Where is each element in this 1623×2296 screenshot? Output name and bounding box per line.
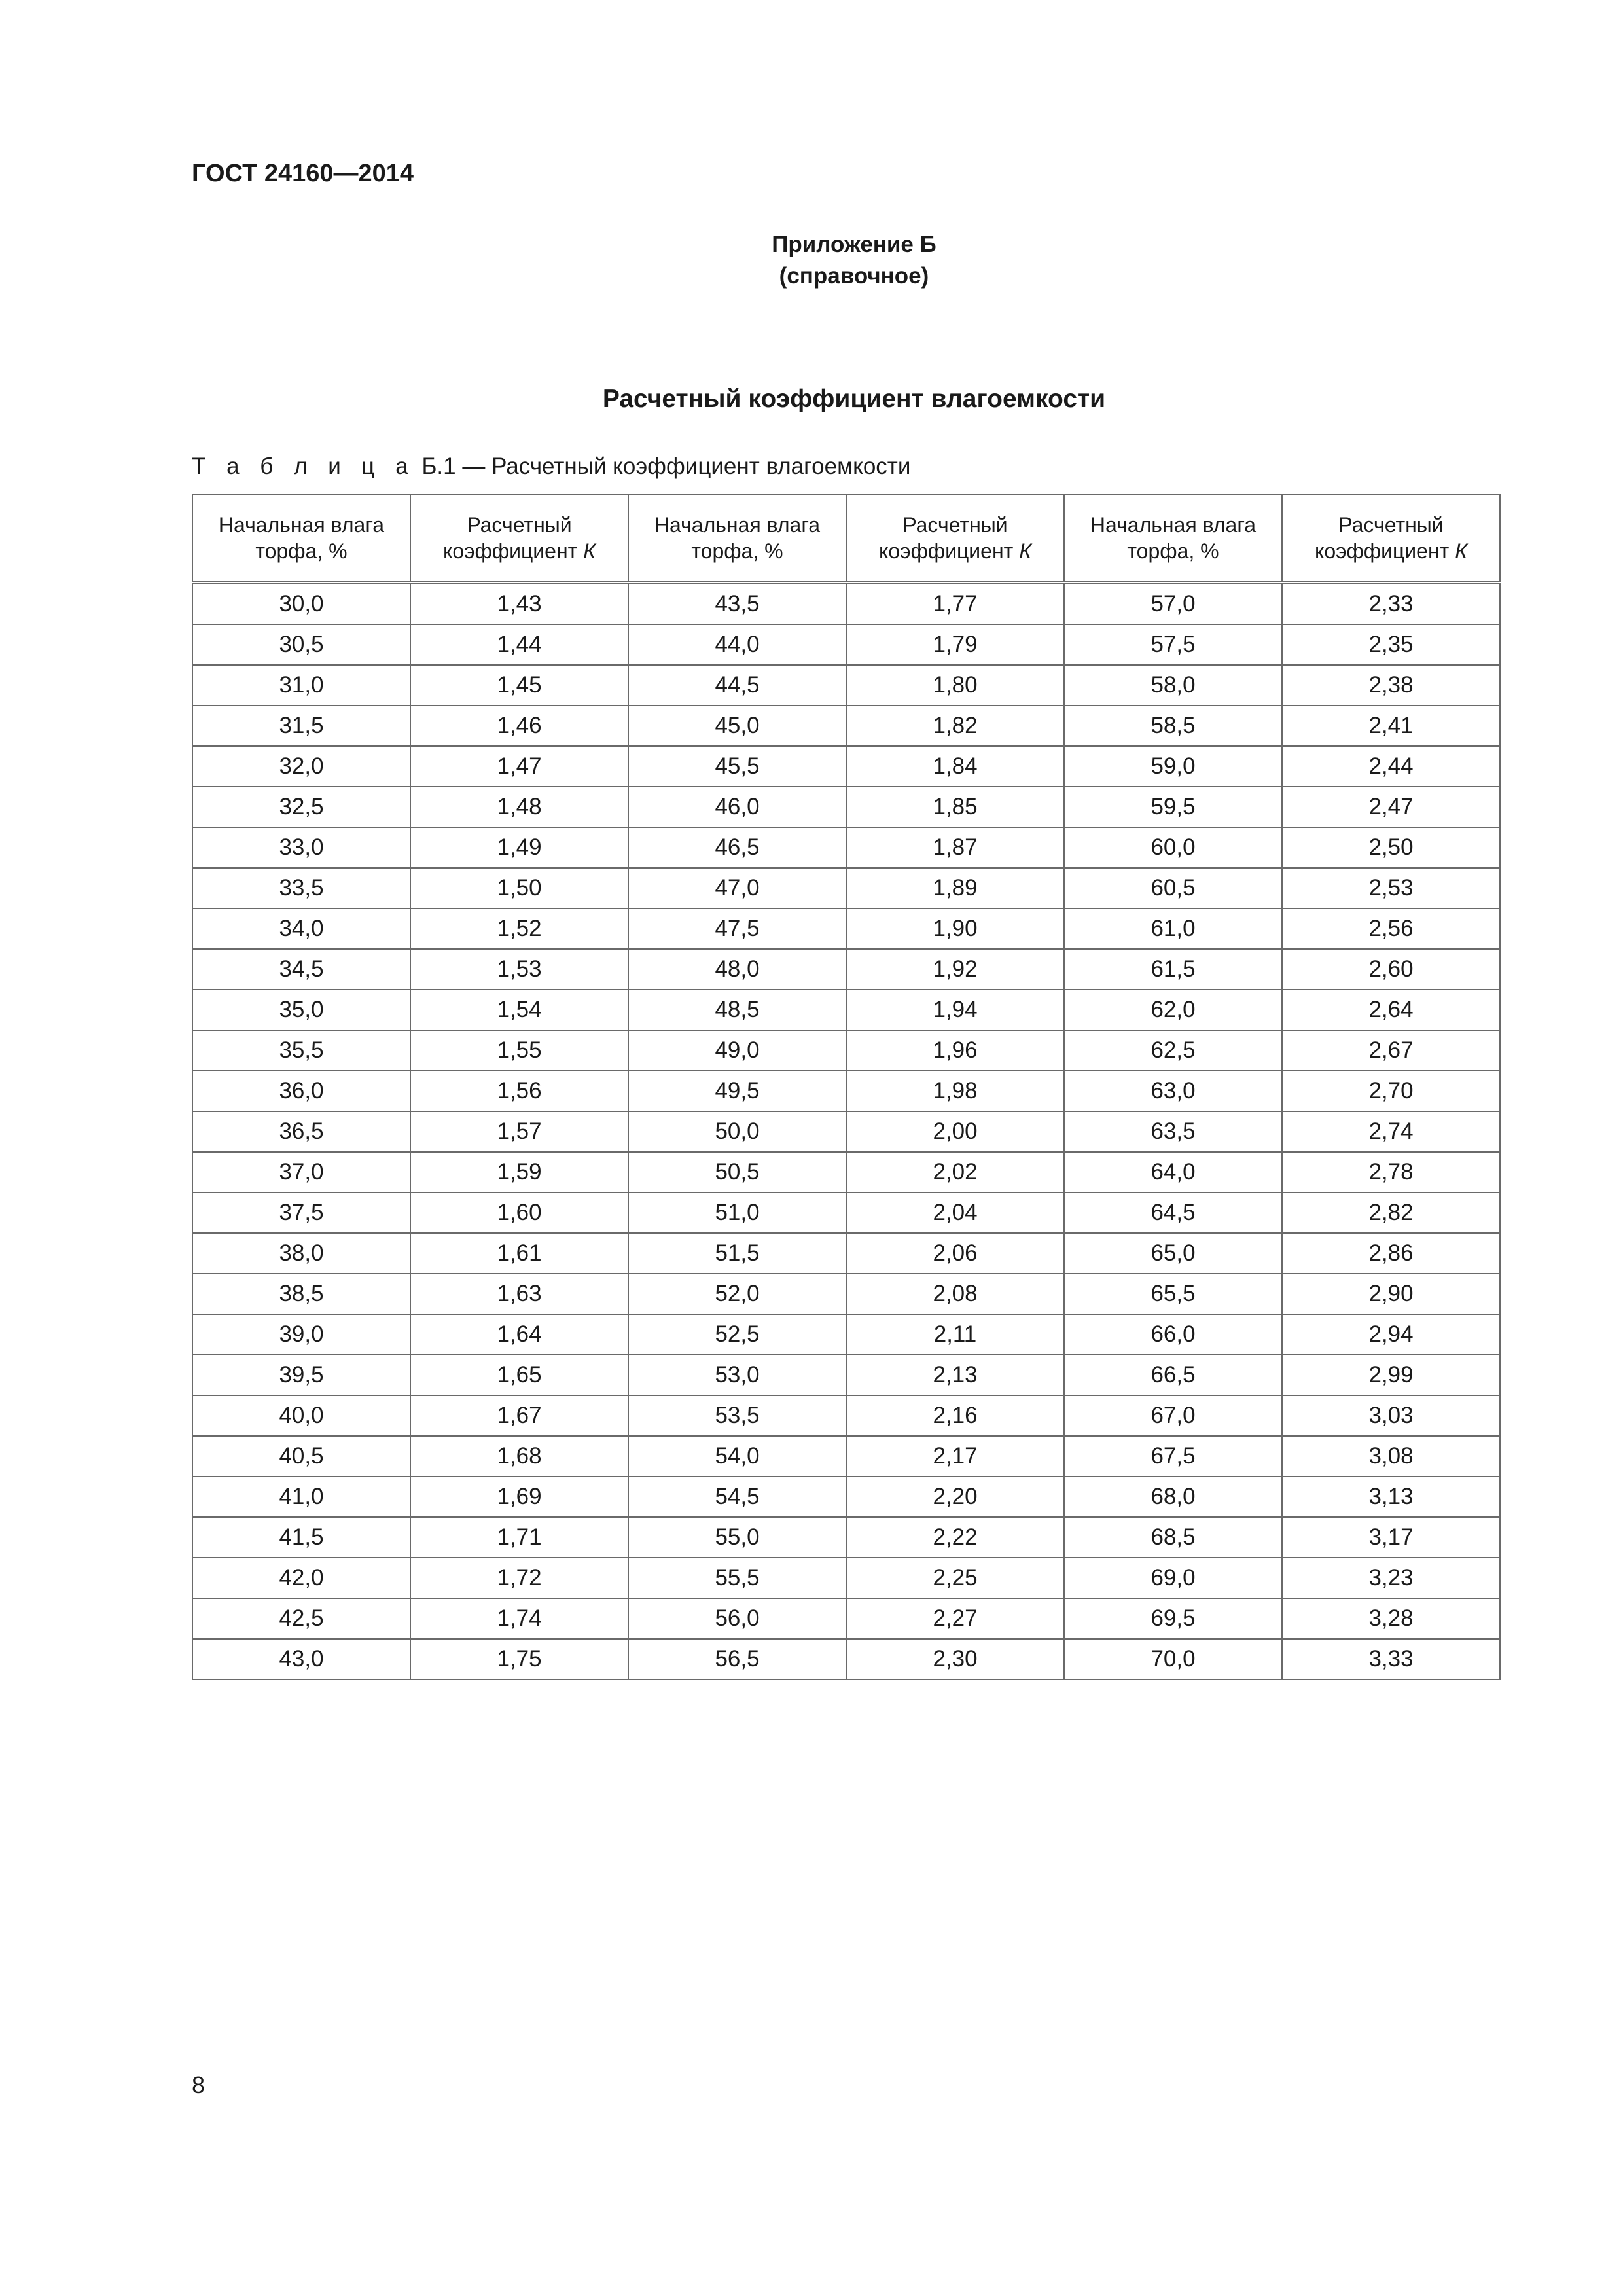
table-row: [192, 1598, 1500, 1639]
column-header: [410, 495, 628, 583]
table-cell: 59,0: [1064, 746, 1282, 787]
table-cell: 40,5: [192, 1436, 410, 1477]
table-cell: 2,00: [846, 1111, 1064, 1152]
table-cell: 36,5: [192, 1111, 410, 1152]
table-cell: 1,48: [410, 787, 628, 827]
table-cell: 2,64: [1282, 990, 1500, 1030]
column-header-line2-text: коэффициент: [878, 539, 1020, 563]
table-cell: 1,68: [410, 1436, 628, 1477]
table-cell: 50,5: [628, 1152, 846, 1193]
table-row: [192, 1355, 1500, 1395]
table-cell: 1,74: [410, 1598, 628, 1639]
table-cell: 58,5: [1064, 706, 1282, 746]
table-cell: 34,5: [192, 949, 410, 990]
table-cell: 45,0: [628, 706, 846, 746]
table-cell: 50,0: [628, 1111, 846, 1152]
table-cell: 33,0: [192, 827, 410, 868]
table-cell: 1,61: [410, 1233, 628, 1274]
table-cell: 3,08: [1282, 1436, 1500, 1477]
table-cell: 52,5: [628, 1314, 846, 1355]
table-cell: 59,5: [1064, 787, 1282, 827]
table-cell: 46,0: [628, 787, 846, 827]
table-cell: 1,96: [846, 1030, 1064, 1071]
column-header-line2-text: торфа, %: [691, 539, 783, 563]
table-cell: 1,49: [410, 827, 628, 868]
table-cell: 38,5: [192, 1274, 410, 1314]
column-header-line2: [629, 538, 846, 564]
table-cell: 54,5: [628, 1477, 846, 1517]
table-cell: 55,0: [628, 1517, 846, 1558]
table-cell: 2,25: [846, 1558, 1064, 1598]
table-cell: 2,30: [846, 1639, 1064, 1679]
table-row: [192, 949, 1500, 990]
table-cell: 2,17: [846, 1436, 1064, 1477]
table-row: [192, 868, 1500, 908]
table-cell: 38,0: [192, 1233, 410, 1274]
table-cell: 33,5: [192, 868, 410, 908]
column-header-line1: Начальная влага: [218, 513, 385, 537]
table-cell: 3,33: [1282, 1639, 1500, 1679]
table-cell: 2,04: [846, 1193, 1064, 1233]
table-cell: 1,67: [410, 1395, 628, 1436]
table-caption: [192, 454, 910, 480]
table-cell: 41,5: [192, 1517, 410, 1558]
table-cell: 68,5: [1064, 1517, 1282, 1558]
column-header: [846, 495, 1064, 583]
coefficient-table: [192, 494, 1501, 1680]
table-cell: 30,5: [192, 624, 410, 665]
table-cell: 42,0: [192, 1558, 410, 1598]
table-cell: 2,27: [846, 1598, 1064, 1639]
table-cell: 2,08: [846, 1274, 1064, 1314]
table-cell: 64,0: [1064, 1152, 1282, 1193]
table-cell: 37,0: [192, 1152, 410, 1193]
table-cell: 47,0: [628, 868, 846, 908]
table-cell: 58,0: [1064, 665, 1282, 706]
table-cell: 54,0: [628, 1436, 846, 1477]
table-cell: 46,5: [628, 827, 846, 868]
table-cell: 62,5: [1064, 1030, 1282, 1071]
table-row: [192, 827, 1500, 868]
column-header-line2: [1065, 538, 1281, 564]
table-cell: 39,0: [192, 1314, 410, 1355]
table-cell: 68,0: [1064, 1477, 1282, 1517]
appendix-title: Приложение Б: [772, 232, 936, 257]
table-cell: 1,94: [846, 990, 1064, 1030]
table-header: [192, 495, 1500, 583]
column-header-symbol: К: [1019, 539, 1032, 563]
table-cell: 2,86: [1282, 1233, 1500, 1274]
table-cell: 65,0: [1064, 1233, 1282, 1274]
column-header: [628, 495, 846, 583]
section-title: Расчетный коэффициент влагоемкости: [602, 385, 1106, 413]
table-cell: 2,94: [1282, 1314, 1500, 1355]
table-cell: 1,71: [410, 1517, 628, 1558]
table-cell: 1,90: [846, 908, 1064, 949]
table-cell: 1,63: [410, 1274, 628, 1314]
column-header-line2-text: коэффициент: [1314, 539, 1455, 563]
table-cell: 32,5: [192, 787, 410, 827]
table-cell: 1,72: [410, 1558, 628, 1598]
table-cell: 56,0: [628, 1598, 846, 1639]
table-cell: 2,02: [846, 1152, 1064, 1193]
table-cell: 2,13: [846, 1355, 1064, 1395]
table-row: [192, 908, 1500, 949]
table-cell: 1,82: [846, 706, 1064, 746]
table-cell: 1,77: [846, 583, 1064, 624]
table-cell: 1,56: [410, 1071, 628, 1111]
table-cell: 63,0: [1064, 1071, 1282, 1111]
table-cell: 2,06: [846, 1233, 1064, 1274]
table-cell: 1,60: [410, 1193, 628, 1233]
table-cell: 1,65: [410, 1355, 628, 1395]
column-header: [1282, 495, 1500, 583]
column-header-line2-text: торфа, %: [255, 539, 348, 563]
table-cell: 1,79: [846, 624, 1064, 665]
table-cell: 1,87: [846, 827, 1064, 868]
table-cell: 1,52: [410, 908, 628, 949]
table-cell: 2,67: [1282, 1030, 1500, 1071]
table-cell: 1,84: [846, 746, 1064, 787]
table-cell: 1,59: [410, 1152, 628, 1193]
table-cell: 2,20: [846, 1477, 1064, 1517]
table-cell: 1,53: [410, 949, 628, 990]
table-row: [192, 1274, 1500, 1314]
table-cell: 60,0: [1064, 827, 1282, 868]
table-cell: 1,43: [410, 583, 628, 624]
table-cell: 52,0: [628, 1274, 846, 1314]
table-caption-text: Б.1 — Расчетный коэффициент влагоемкости: [415, 454, 911, 479]
table-body: [192, 583, 1500, 1679]
table-cell: 49,0: [628, 1030, 846, 1071]
table-cell: 41,0: [192, 1477, 410, 1517]
table-row: [192, 1436, 1500, 1477]
table-caption-label: Т а б л и ц а: [192, 454, 416, 479]
table-row: [192, 787, 1500, 827]
table-cell: 44,5: [628, 665, 846, 706]
table-row: [192, 1071, 1500, 1111]
table-row: [192, 1395, 1500, 1436]
column-header-line2-text: торфа, %: [1127, 539, 1219, 563]
table-cell: 37,5: [192, 1193, 410, 1233]
table-cell: 3,03: [1282, 1395, 1500, 1436]
table-cell: 2,90: [1282, 1274, 1500, 1314]
table-cell: 1,45: [410, 665, 628, 706]
table-cell: 2,22: [846, 1517, 1064, 1558]
table-cell: 67,0: [1064, 1395, 1282, 1436]
table-row: [192, 990, 1500, 1030]
appendix-heading: [654, 229, 1054, 292]
table-row: [192, 1477, 1500, 1517]
table-cell: 1,57: [410, 1111, 628, 1152]
table-cell: 2,11: [846, 1314, 1064, 1355]
table-cell: 63,5: [1064, 1111, 1282, 1152]
table-cell: 48,5: [628, 990, 846, 1030]
table-cell: 61,5: [1064, 949, 1282, 990]
column-header: [192, 495, 410, 583]
table-row: [192, 624, 1500, 665]
table-cell: 51,0: [628, 1193, 846, 1233]
column-header-line1: Расчетный: [467, 513, 572, 537]
table-cell: 44,0: [628, 624, 846, 665]
table-cell: 51,5: [628, 1233, 846, 1274]
table-row: [192, 583, 1500, 624]
column-header-line2: [847, 538, 1063, 564]
table-row: [192, 665, 1500, 706]
table-cell: 2,74: [1282, 1111, 1500, 1152]
column-header-line1: Начальная влага: [1090, 513, 1257, 537]
table-cell: 60,5: [1064, 868, 1282, 908]
table-cell: 2,44: [1282, 746, 1500, 787]
table-cell: 42,5: [192, 1598, 410, 1639]
table-cell: 40,0: [192, 1395, 410, 1436]
table-cell: 3,28: [1282, 1598, 1500, 1639]
table-header-row: [192, 495, 1500, 583]
table-cell: 1,69: [410, 1477, 628, 1517]
table-row: [192, 746, 1500, 787]
table-cell: 1,85: [846, 787, 1064, 827]
table-cell: 1,50: [410, 868, 628, 908]
table-row: [192, 1152, 1500, 1193]
table-cell: 65,5: [1064, 1274, 1282, 1314]
table-cell: 35,0: [192, 990, 410, 1030]
table-cell: 2,82: [1282, 1193, 1500, 1233]
table-row: [192, 1193, 1500, 1233]
table-cell: 47,5: [628, 908, 846, 949]
table-cell: 1,80: [846, 665, 1064, 706]
table-cell: 57,5: [1064, 624, 1282, 665]
table-cell: 66,5: [1064, 1355, 1282, 1395]
table-cell: 1,47: [410, 746, 628, 787]
table-cell: 70,0: [1064, 1639, 1282, 1679]
column-header-line1: Расчетный: [902, 513, 1008, 537]
table-cell: 2,99: [1282, 1355, 1500, 1395]
table-cell: 39,5: [192, 1355, 410, 1395]
column-header-line2: [193, 538, 410, 564]
table-cell: 34,0: [192, 908, 410, 949]
table-cell: 53,0: [628, 1355, 846, 1395]
table-cell: 48,0: [628, 949, 846, 990]
table-cell: 2,47: [1282, 787, 1500, 827]
table-cell: 2,50: [1282, 827, 1500, 868]
table-row: [192, 1111, 1500, 1152]
table-row: [192, 1314, 1500, 1355]
table-cell: 2,16: [846, 1395, 1064, 1436]
table-cell: 69,0: [1064, 1558, 1282, 1598]
table-row: [192, 1558, 1500, 1598]
table-cell: 43,5: [628, 583, 846, 624]
table-row: [192, 1517, 1500, 1558]
column-header: [1064, 495, 1282, 583]
column-header-line2: [411, 538, 628, 564]
column-header-line2-text: коэффициент: [442, 539, 584, 563]
table-cell: 3,13: [1282, 1477, 1500, 1517]
table-cell: 36,0: [192, 1071, 410, 1111]
column-header-symbol: К: [583, 539, 596, 563]
table-cell: 62,0: [1064, 990, 1282, 1030]
table-cell: 61,0: [1064, 908, 1282, 949]
table-cell: 64,5: [1064, 1193, 1282, 1233]
document-code: ГОСТ 24160—2014: [192, 160, 414, 187]
table-cell: 45,5: [628, 746, 846, 787]
table-cell: 2,53: [1282, 868, 1500, 908]
table-cell: 69,5: [1064, 1598, 1282, 1639]
table-cell: 2,56: [1282, 908, 1500, 949]
page-number: 8: [192, 2072, 205, 2098]
table-cell: 67,5: [1064, 1436, 1282, 1477]
table-cell: 1,64: [410, 1314, 628, 1355]
table-cell: 3,17: [1282, 1517, 1500, 1558]
table-row: [192, 706, 1500, 746]
table-cell: 31,5: [192, 706, 410, 746]
column-header-line1: Расчетный: [1338, 513, 1444, 537]
table-cell: 1,54: [410, 990, 628, 1030]
column-header-line2: [1283, 538, 1499, 564]
table-cell: 66,0: [1064, 1314, 1282, 1355]
table-cell: 56,5: [628, 1639, 846, 1679]
table-cell: 57,0: [1064, 583, 1282, 624]
table-cell: 53,5: [628, 1395, 846, 1436]
table-cell: 32,0: [192, 746, 410, 787]
table-row: [192, 1233, 1500, 1274]
table-cell: 49,5: [628, 1071, 846, 1111]
table-cell: 2,60: [1282, 949, 1500, 990]
table-cell: 1,46: [410, 706, 628, 746]
table-cell: 43,0: [192, 1639, 410, 1679]
table-cell: 1,75: [410, 1639, 628, 1679]
table-cell: 1,89: [846, 868, 1064, 908]
table-cell: 1,92: [846, 949, 1064, 990]
table-cell: 3,23: [1282, 1558, 1500, 1598]
table-cell: 55,5: [628, 1558, 846, 1598]
table-row: [192, 1639, 1500, 1679]
table-cell: 2,41: [1282, 706, 1500, 746]
table-row: [192, 1030, 1500, 1071]
column-header-symbol: К: [1455, 539, 1468, 563]
table-cell: 2,35: [1282, 624, 1500, 665]
table-cell: 1,55: [410, 1030, 628, 1071]
table-cell: 2,33: [1282, 583, 1500, 624]
table-cell: 2,38: [1282, 665, 1500, 706]
column-header-line1: Начальная влага: [654, 513, 821, 537]
appendix-subtitle: (справочное): [779, 263, 929, 289]
table-cell: 1,98: [846, 1071, 1064, 1111]
table-cell: 2,70: [1282, 1071, 1500, 1111]
table-cell: 31,0: [192, 665, 410, 706]
table-cell: 1,44: [410, 624, 628, 665]
table-cell: 35,5: [192, 1030, 410, 1071]
table-cell: 30,0: [192, 583, 410, 624]
table-cell: 2,78: [1282, 1152, 1500, 1193]
